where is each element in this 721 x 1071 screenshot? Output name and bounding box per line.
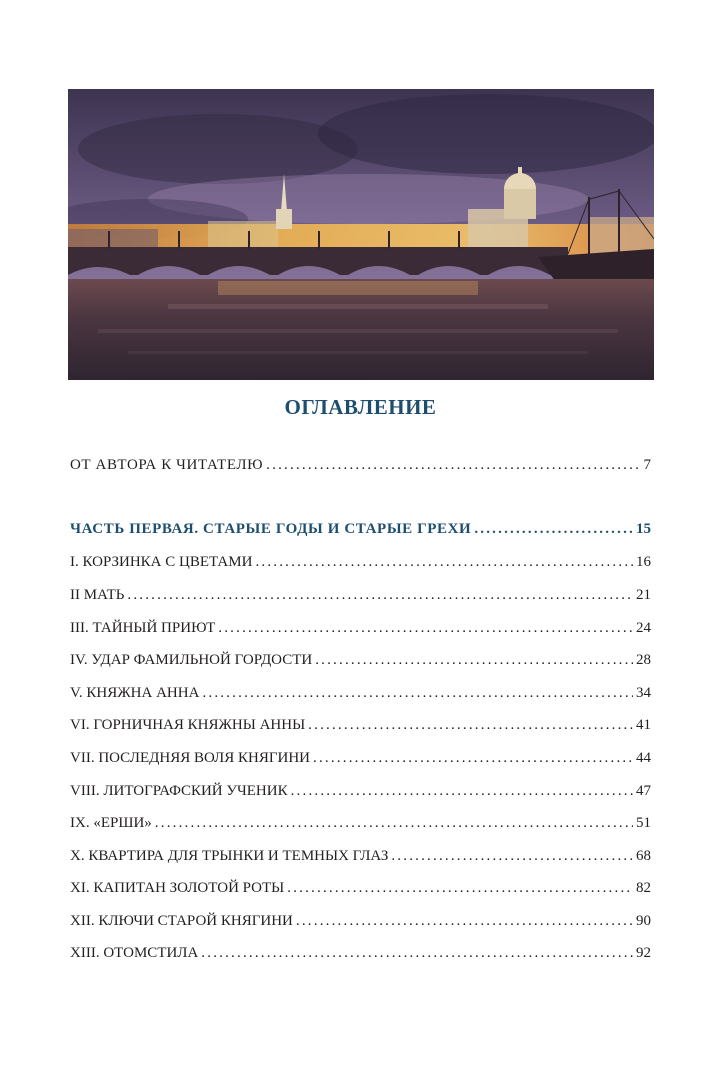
dot-leader [218, 620, 633, 637]
toc-entry-label: ЧАСТЬ ПЕРВАЯ. СТАРЫЕ ГОДЫ И СТАРЫЕ ГРЕХИ [70, 521, 472, 537]
toc-entry-label: IX. «ЕРШИ» [70, 815, 152, 831]
dot-leader [474, 521, 633, 538]
toc-entry-label: XI. КАПИТАН ЗОЛОТОЙ РОТЫ [70, 880, 285, 896]
river-bridge-painting-icon [68, 89, 654, 380]
toc-entry-page: 82 [636, 880, 651, 896]
toc-entry-page: 34 [636, 685, 651, 701]
toc-entry-chapter-13[interactable] [70, 945, 651, 967]
dot-leader [201, 945, 633, 962]
toc-entry-chapter-3[interactable] [70, 620, 651, 642]
toc-entry-page: 44 [636, 750, 651, 766]
toc-entry-label: VII. ПОСЛЕДНЯЯ ВОЛЯ КНЯГИНИ [70, 750, 310, 766]
toc-entry-page: 21 [636, 587, 651, 603]
dot-leader [127, 587, 633, 604]
toc-entry-page: 7 [643, 457, 651, 473]
toc-entry-chapter-5[interactable] [70, 685, 651, 707]
dot-leader [308, 717, 633, 734]
toc-entry-label: VIII. ЛИТОГРАФСКИЙ УЧЕНИК [70, 783, 288, 799]
toc-entry-label: V. КНЯЖНА АННА [70, 685, 200, 701]
toc-entry-page: 47 [636, 783, 651, 799]
dot-leader [313, 750, 633, 767]
toc-entry-page: 41 [636, 717, 651, 733]
toc-entry-label: X. КВАРТИРА ДЛЯ ТРЫНКИ И ТЕМНЫХ ГЛАЗ [70, 848, 389, 864]
toc-entry-label: XIII. ОТОМСТИЛА [70, 945, 199, 961]
toc-entry-page: 90 [636, 913, 651, 929]
dot-leader [202, 685, 633, 702]
toc-entry-page: 16 [636, 554, 651, 570]
dot-leader [391, 848, 633, 865]
toc-entry-chapter-9[interactable] [70, 815, 651, 837]
toc-entry-label: ОТ АВТОРА К ЧИТАТЕЛЮ [70, 457, 264, 473]
dot-leader [315, 652, 633, 669]
dot-leader [155, 815, 633, 832]
toc-entry-chapter-6[interactable] [70, 717, 651, 739]
toc-entry-chapter-1[interactable] [70, 554, 651, 576]
toc-entry-chapter-7[interactable] [70, 750, 651, 772]
toc-entry-label: II МАТЬ [70, 587, 125, 603]
toc-entry-label: XII. КЛЮЧИ СТАРОЙ КНЯГИНИ [70, 913, 293, 929]
page-title: ОГЛАВЛЕНИЕ [284, 395, 437, 419]
toc-entry-page: 92 [636, 945, 651, 961]
toc-entry-label: I. КОРЗИНКА С ЦВЕТАМИ [70, 554, 253, 570]
toc-entry-chapter-12[interactable] [70, 913, 651, 935]
toc-entry-chapter-8[interactable] [70, 783, 651, 805]
toc-entry-chapter-4[interactable] [70, 652, 651, 674]
toc-entry-label: VI. ГОРНИЧНАЯ КНЯЖНЫ АННЫ [70, 717, 306, 733]
toc-entry-page: 24 [636, 620, 651, 636]
toc-entry-chapter-2[interactable] [70, 587, 651, 609]
dot-leader [296, 913, 633, 930]
toc-entry-page: 28 [636, 652, 651, 668]
toc-entry-page: 51 [636, 815, 651, 831]
dot-leader [255, 554, 633, 571]
toc-entry-page: 68 [636, 848, 651, 864]
toc-entry-page: 15 [636, 521, 651, 537]
toc-entry-label: IV. УДАР ФАМИЛЬНОЙ ГОРДОСТИ [70, 652, 313, 668]
dot-leader [266, 457, 640, 474]
toc-entry-chapter-11[interactable] [70, 880, 651, 902]
toc-entry-intro[interactable] [70, 457, 651, 479]
toc-entry-chapter-10[interactable] [70, 848, 651, 870]
toc-entry-label: III. ТАЙНЫЙ ПРИЮТ [70, 620, 216, 636]
dot-leader [287, 880, 633, 897]
dot-leader [291, 783, 633, 800]
toc-entry-part-one[interactable] [70, 521, 651, 543]
